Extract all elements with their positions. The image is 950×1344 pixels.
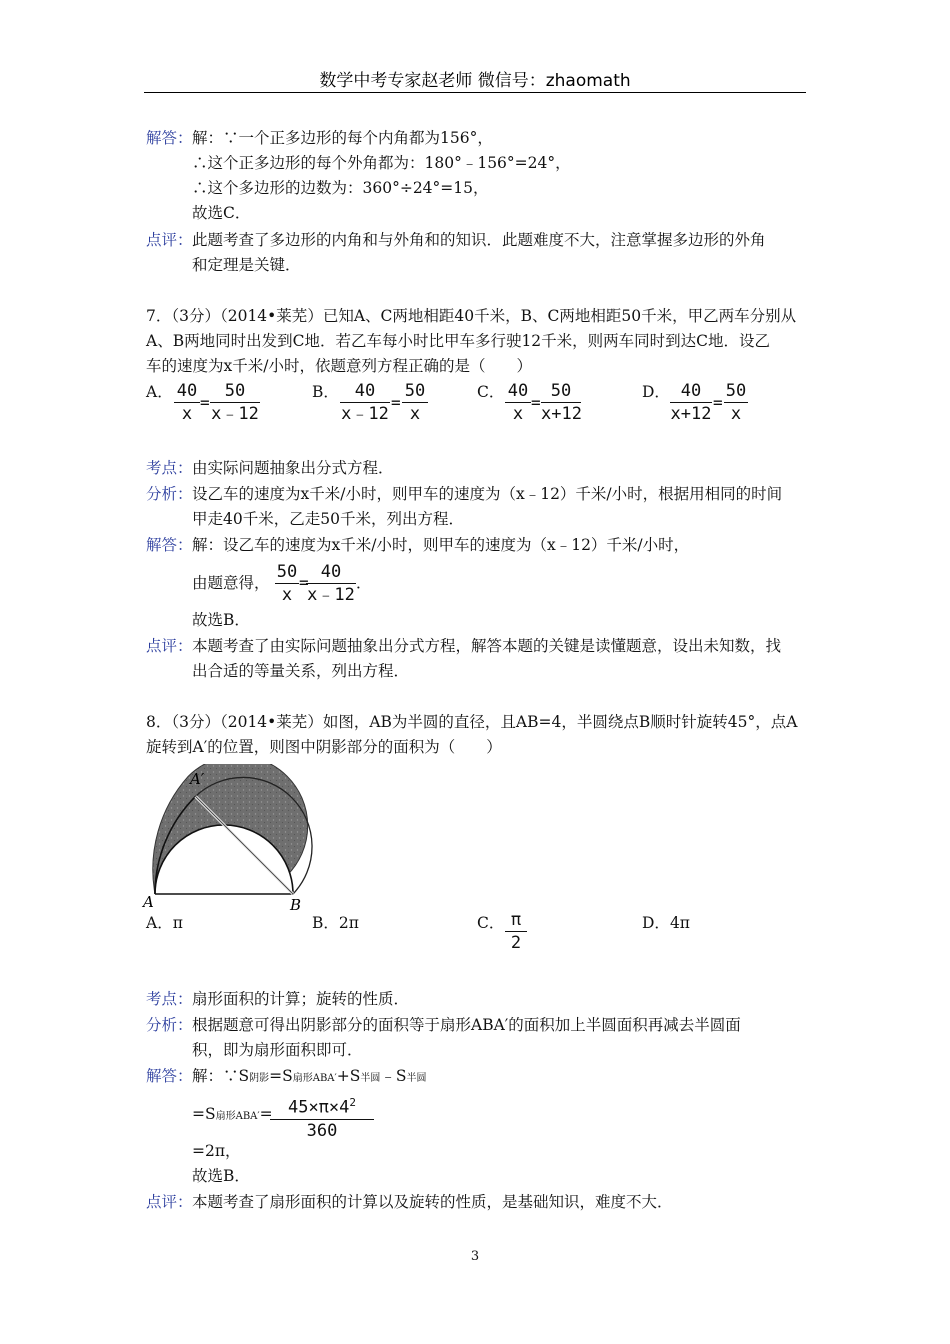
q7-kaodian-label: 考点： xyxy=(146,459,193,477)
q7-comment-line: 出合适的等量关系，列出方程． xyxy=(192,662,410,680)
equals-sign: = xyxy=(299,573,309,592)
q8-answer-label: 解答： xyxy=(146,1067,193,1085)
q7-answer-choice: 故选B． xyxy=(192,611,250,629)
equals-sign: = xyxy=(200,393,210,412)
label-a: A xyxy=(143,893,154,911)
q8-kaodian: 扇形面积的计算；旋转的性质． xyxy=(192,990,410,1008)
q8-answer-line: =2π， xyxy=(192,1142,241,1160)
q7-option-a-left-fraction: 40 x xyxy=(174,380,200,425)
q7-fenxi-label: 分析： xyxy=(146,485,193,503)
q8-figure xyxy=(140,764,330,912)
q8-option-c-fraction: π 2 xyxy=(505,909,527,954)
q7-option-d-left-fraction: 40 x+12 xyxy=(670,381,712,424)
q7-answer-right-fraction: 40 x﹣12 xyxy=(307,562,355,605)
q7-option-c-label: C． xyxy=(477,383,505,401)
q8-stem-line: 8．（3分）（2014•莱芜）如图，AB为半圆的直径，且AB=4，半圆绕点B顺时针旋转45°，点A xyxy=(146,713,798,731)
q7-stem-line: A、B两地同时出发到C地．若乙车每小时比甲车多行驶12千米，则两车同时到达C地．设乙 xyxy=(146,332,771,350)
q8-stem-line: 旋转到A′的位置，则图中阴影部分的面积为（ ） xyxy=(146,738,502,756)
q6-answer-line: ∴这个正多边形的每个外角都为：180°﹣156°=24°， xyxy=(192,154,571,172)
q7-answer-line: 解：设乙车的速度为x千米/小时，则甲车的速度为（x﹣12）千米/小时， xyxy=(192,536,690,554)
q8-option-c-label: C． xyxy=(477,914,505,932)
q8-comment-label: 点评： xyxy=(146,1193,193,1211)
q8-answer-line: 解：∵S阴影=S扇形ABA′+S半圆﹣S半圆 xyxy=(192,1067,427,1085)
q7-kaodian: 由实际问题抽象出分式方程． xyxy=(192,459,394,477)
q7-stem-line: 车的速度为x千米/小时，依题意列方程正确的是（ ） xyxy=(146,357,532,375)
q6-answer-line: ∴这个多边形的边数为：360°÷24°=15， xyxy=(192,179,489,197)
label-b: B xyxy=(290,896,302,912)
q8-kaodian-label: 考点： xyxy=(146,990,193,1008)
q7-option-c-left-fraction: 40 x xyxy=(505,380,531,425)
q7-option-c-right-fraction: 50 x+12 xyxy=(541,381,582,424)
q8-answer-line: =S扇形ABA′= xyxy=(192,1105,273,1123)
q7-answer-prefix: 由题意得， xyxy=(192,574,270,592)
q7-fenxi-line: 设乙车的速度为x千米/小时，则甲车的速度为（x﹣12）千米/小时，根据用相同的时间 xyxy=(192,485,783,503)
q7-option-b-right-fraction: 50 x xyxy=(402,380,428,425)
q7-comment-label: 点评： xyxy=(146,637,193,655)
q8-fenxi-line: 积，即为扇形面积即可． xyxy=(192,1041,363,1059)
equals-sign: = xyxy=(531,393,541,412)
q6-answer-line: 解：∵一个正多边形的每个内角都为156°， xyxy=(192,129,493,147)
q7-answer-suffix: ． xyxy=(356,574,372,592)
q7-option-d-right-fraction: 50 x xyxy=(725,381,747,424)
q7-option-d-label: D． xyxy=(642,383,670,401)
label-a-prime: A′ xyxy=(190,770,205,788)
page-header: 数学中考专家赵老师 微信号：zhaomath xyxy=(319,71,631,91)
q8-fenxi-line: 根据题意可得出阴影部分的面积等于扇形ABA′的面积加上半圆面积再减去半圆面 xyxy=(192,1016,741,1034)
q6-comment-label: 点评： xyxy=(146,231,193,249)
equals-sign: = xyxy=(391,393,401,412)
q7-option-b-left-fraction: 40 x﹣12 xyxy=(341,381,389,424)
q7-option-a-label: A． xyxy=(146,383,173,401)
q6-comment-line: 此题考查了多边形的内角和与外角和的知识．此题难度不大，注意掌握多边形的外角 xyxy=(192,231,766,249)
q6-answer-label: 解答： xyxy=(146,129,193,147)
q7-stem-line: 7．（3分）（2014•莱芜）已知A、C两地相距40千米，B、C两地相距50千米，甲乙两车分别从 xyxy=(146,307,797,325)
q6-comment-line: 和定理是关键． xyxy=(192,256,301,274)
q8-fenxi-label: 分析： xyxy=(146,1016,193,1034)
page-number: 3 xyxy=(470,1249,480,1264)
q7-option-a-right-fraction: 50 x﹣12 xyxy=(211,381,259,424)
q7-comment-line: 本题考查了由实际问题抽象出分式方程，解答本题的关键是读懂题意，设出未知数，找 xyxy=(192,637,782,655)
q8-comment: 本题考查了扇形面积的计算以及旋转的性质，是基础知识，难度不大． xyxy=(192,1193,673,1211)
header-rule xyxy=(144,92,806,93)
q6-answer-line: 故选C． xyxy=(192,204,251,222)
q8-option-b: B．2π xyxy=(312,914,359,932)
equals-sign: = xyxy=(713,393,723,412)
q8-answer-choice: 故选B． xyxy=(192,1167,250,1185)
q7-answer-label: 解答： xyxy=(146,536,193,554)
q8-option-a: A．π xyxy=(146,914,183,932)
q8-answer-fraction: $45\times\pi\times 4^2$ 360 xyxy=(270,1092,374,1142)
q8-option-d: D．4π xyxy=(642,914,690,932)
q7-answer-left-fraction: 50 x xyxy=(276,562,298,605)
q7-fenxi-line: 甲走40千米，乙走50千米，列出方程． xyxy=(192,510,464,528)
q7-option-b-label: B． xyxy=(312,383,339,401)
